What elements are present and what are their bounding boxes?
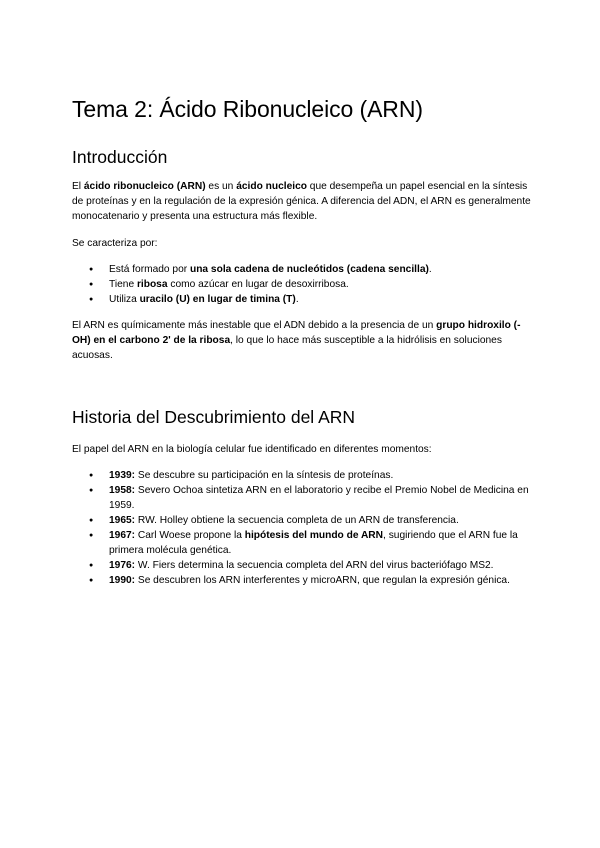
list-item: ● 1967: Carl Woese propone la hipótesis del mundo de ARN, sugiriendo que el ARN fue la primera molécula genética. [72,528,532,558]
history-paragraph-1: El papel del ARN en la biología celular fue identificado en diferentes momentos: [72,444,432,455]
list-item: ● 1976: W. Fiers determina la secuencia completa del ARN del virus bacteriófago MS2. [72,558,532,573]
list-item: ● 1939: Se descubre su participación en la síntesis de proteínas. [72,468,532,483]
section-heading-introduccion: Introducción [72,147,168,167]
intro-paragraph-2: Se caracteriza por: [72,238,158,249]
list-item: ● 1958: Severo Ochoa sintetiza ARN en el laboratorio y recibe el Premio Nobel de Medicina en 1959. [72,483,532,513]
history-timeline-list [72,468,532,588]
section-heading-historia: Historia del Descubrimiento del ARN [72,407,356,427]
characteristics-list [72,262,532,307]
list-item: ● 1965: RW. Holley obtiene la secuencia completa de un ARN de transferencia. [72,513,532,528]
intro-paragraph-3: El ARN es químicamente más inestable que el ADN debido a la presencia de un grupo hidroxilo (-OH) en el carbono 2' de la ribosa, lo que lo hace más susceptible a la hidrólisis en soluciones acuosas. [72,320,521,361]
intro-paragraph-1: El ácido ribonucleico (ARN) es un ácido nucleico que desempeña un papel esencial en la síntesis de proteínas y en la regulación de la expresión génica. A diferencia del ADN, el ARN es generalmente monocatenario y presenta una estructura más flexible. [72,181,531,222]
list-item: ● Utiliza uracilo (U) en lugar de timina (T). [72,292,532,307]
list-item: ● Tiene ribosa como azúcar en lugar de desoxirribosa. [72,277,532,292]
list-item: ● Está formado por una sola cadena de nucleótidos (cadena sencilla). [72,262,532,277]
list-item: ● 1990: Se descubren los ARN interferentes y microARN, que regulan la expresión génica. [72,573,532,588]
page-title: Tema 2: Ácido Ribonucleico (ARN) [72,96,423,122]
